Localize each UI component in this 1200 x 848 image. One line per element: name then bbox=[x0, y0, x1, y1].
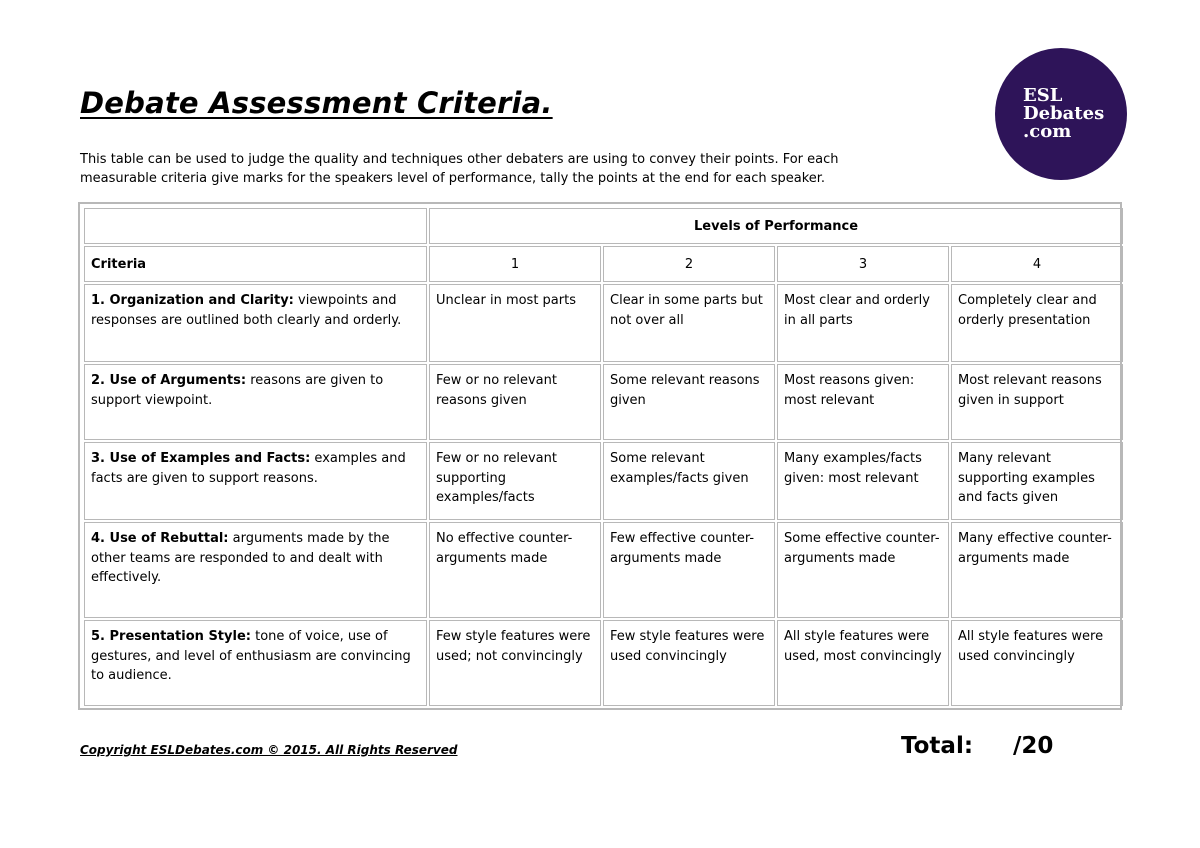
criteria-cell bbox=[84, 522, 427, 618]
level-header-3: 3 bbox=[777, 246, 949, 282]
performance-cell: All style features were used, most convincingly bbox=[777, 620, 949, 706]
logo-line-2: Debates bbox=[1023, 103, 1105, 124]
table-header-row-criteria bbox=[84, 246, 1123, 282]
criteria-name: 3. Use of Examples and Facts: bbox=[91, 451, 311, 466]
level-header-1: 1 bbox=[429, 246, 601, 282]
criteria-description: reasons are given to support viewpoint. bbox=[91, 373, 384, 408]
performance-cell: Few effective counter-arguments made bbox=[603, 522, 775, 618]
performance-cell: Some effective counter-arguments made bbox=[777, 522, 949, 618]
performance-cell: Some relevant reasons given bbox=[603, 364, 775, 440]
assessment-table-frame bbox=[78, 202, 1122, 710]
empty-header-cell bbox=[84, 208, 427, 244]
criteria-description: tone of voice, use of gestures, and level of enthusiasm are convincing to audience. bbox=[91, 629, 411, 683]
assessment-table bbox=[82, 206, 1125, 708]
levels-of-performance-header: Levels of Performance bbox=[429, 208, 1123, 244]
criteria-cell bbox=[84, 442, 427, 520]
performance-cell: Completely clear and orderly presentation bbox=[951, 284, 1123, 362]
performance-cell: Unclear in most parts bbox=[429, 284, 601, 362]
criteria-description: examples and facts are given to support reasons. bbox=[91, 451, 406, 486]
performance-cell: Most relevant reasons given in support bbox=[951, 364, 1123, 440]
criteria-description: viewpoints and responses are outlined both clearly and orderly. bbox=[91, 293, 402, 328]
performance-cell: Some relevant examples/facts given bbox=[603, 442, 775, 520]
criteria-name: 5. Presentation Style: bbox=[91, 629, 251, 644]
criteria-cell bbox=[84, 364, 427, 440]
copyright-notice: Copyright ESLDebates.com © 2015. All Rights Reserved bbox=[80, 743, 458, 757]
table-row bbox=[84, 364, 1123, 440]
table-row bbox=[84, 522, 1123, 618]
level-header-4: 4 bbox=[951, 246, 1123, 282]
total-max-score: /20 bbox=[1013, 733, 1054, 759]
intro-paragraph: This table can be used to judge the quality and techniques other debaters are using to convey their points. For each measurable criteria give marks for the speakers level of performance, tally the points at the end for each speaker. bbox=[80, 152, 839, 186]
logo-line-1: ESL bbox=[1023, 85, 1063, 106]
table-row bbox=[84, 284, 1123, 362]
performance-cell: No effective counter-arguments made bbox=[429, 522, 601, 618]
criteria-name: 1. Organization and Clarity: bbox=[91, 293, 294, 308]
performance-cell: Most reasons given: most relevant bbox=[777, 364, 949, 440]
table-row bbox=[84, 442, 1123, 520]
performance-cell: Many relevant supporting examples and facts given bbox=[951, 442, 1123, 520]
criteria-header: Criteria bbox=[84, 246, 427, 282]
esl-debates-logo bbox=[995, 48, 1127, 180]
performance-cell: Few or no relevant supporting examples/facts bbox=[429, 442, 601, 520]
criteria-name: 2. Use of Arguments: bbox=[91, 373, 247, 388]
total-label: Total: bbox=[901, 733, 974, 759]
logo-line-3: .com bbox=[1023, 121, 1072, 142]
level-header-2: 2 bbox=[603, 246, 775, 282]
criteria-name: 4. Use of Rebuttal: bbox=[91, 531, 229, 546]
performance-cell: All style features were used convincingly bbox=[951, 620, 1123, 706]
performance-cell: Few or no relevant reasons given bbox=[429, 364, 601, 440]
criteria-description: arguments made by the other teams are responded to and dealt with effectively. bbox=[91, 531, 390, 585]
table-row bbox=[84, 620, 1123, 706]
criteria-cell bbox=[84, 620, 427, 706]
table-header-row-levels bbox=[84, 208, 1123, 244]
performance-cell: Few style features were used convincingly bbox=[603, 620, 775, 706]
performance-cell: Many effective counter-arguments made bbox=[951, 522, 1123, 618]
criteria-cell bbox=[84, 284, 427, 362]
page-title: Debate Assessment Criteria. bbox=[80, 86, 553, 120]
performance-cell: Clear in some parts but not over all bbox=[603, 284, 775, 362]
performance-cell: Many examples/facts given: most relevant bbox=[777, 442, 949, 520]
performance-cell: Most clear and orderly in all parts bbox=[777, 284, 949, 362]
performance-cell: Few style features were used; not convincingly bbox=[429, 620, 601, 706]
